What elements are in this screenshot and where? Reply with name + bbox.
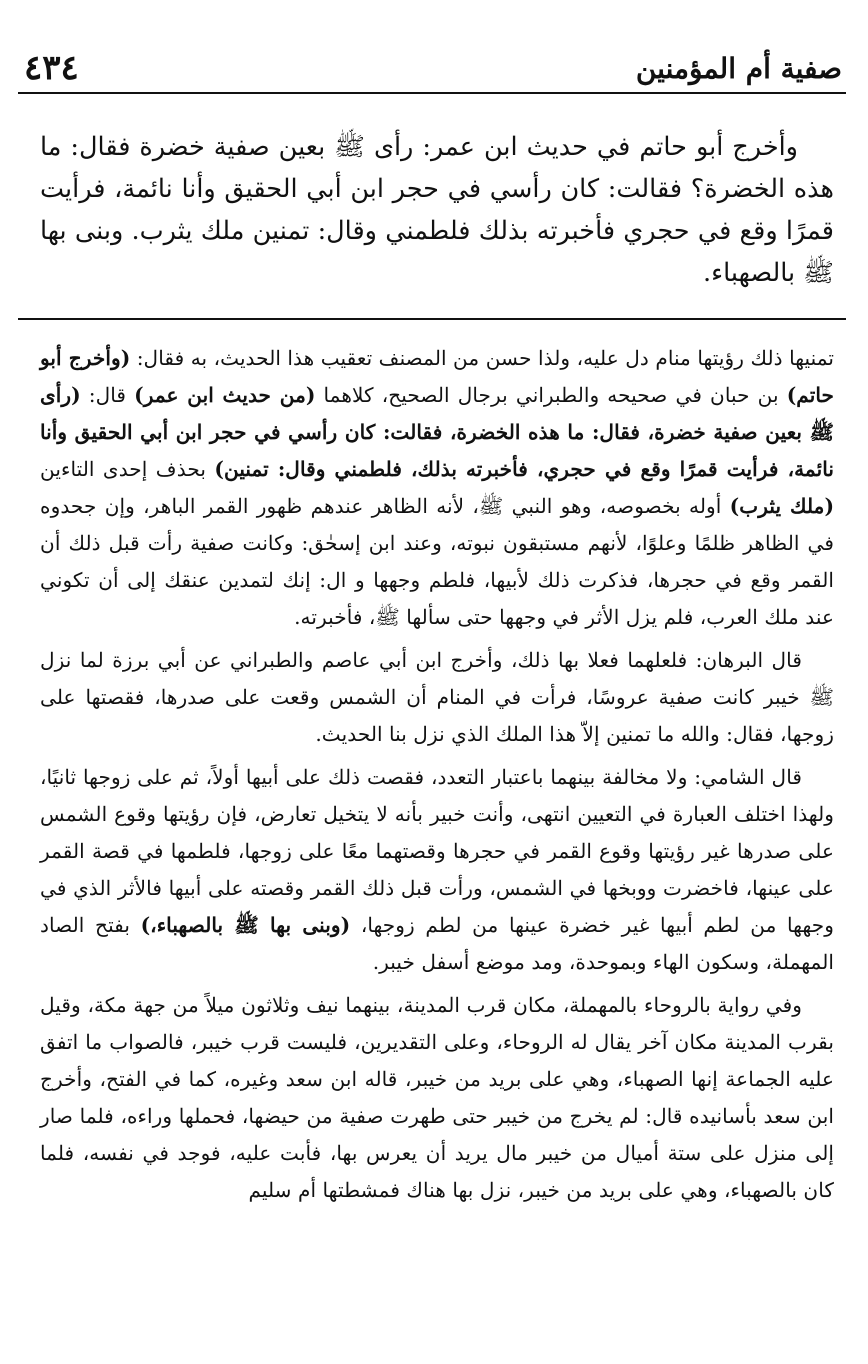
commentary-text: بحذف إحدى التاءين [40,457,215,481]
page-title: صفية أم المؤمنين [635,51,842,85]
quoted-text: (وبنى بها ﷺ بالصهباء،) [140,913,351,937]
main-paragraph: وأخرج أبو حاتم في حديث ابن عمر: رأى ﷺ بعين صفية خضرة فقال: ما هذه الخضرة؟ فقالت: كان رأسي في حجر ابن أبي الحقيق وأنا نائمة، فرأيت قمرًا وقع في حجري فأخبرته بذلك فلطمني وقال: تمنين ملك يثرب. وبنى بها ﷺ بالصهباء. [40,132,834,288]
commentary [40,340,834,1215]
commentary-text: تمنيها ذلك رؤيتها منام دل عليه، ولذا حسن من المصنف تعقيب هذا الحديث، به فقال: [130,346,834,370]
quoted-text: (من حديث ابن عمر) [134,383,316,407]
commentary-paragraph-3 [40,759,834,981]
section-divider [18,318,846,320]
main-text [40,126,834,294]
quoted-text: (وأخرج أبو حاتم) [40,346,834,407]
commentary-paragraph-1 [40,340,834,636]
quoted-text: (ملك يثرب) [729,494,835,518]
page-number: ٤٣٤ [24,48,79,88]
page-header [18,44,846,94]
commentary-paragraph-4: وفي رواية بالروحاء بالمهملة، مكان قرب المدينة، بينهما نيف وثلاثون ميلاً من جهة مكة، وقيل بقرب المدينة مكان آخر يقال له الروحاء، وعلى التقديرين، فليست قرب خيبر، فالصواب ما اتفق عليه الجماعة إنها الصهباء، وهي على بريد من خيبر، قاله ابن سعد وغيره، كما في الفتح، وأخرج ابن سعد بأسانيده قال: لم يخرج من خيبر حتى طهرت صفية من حيضها، فحملها وراءه، فلما صار إلى منزل على ستة أميال من خيبر مال يريد أن يعرس بها، فأبت عليه، فوجد في نفسه، فلما كان بالصهباء، وهي على بريد من خيبر، نزل بها هناك فمشطتها أم سليم [40,993,834,1202]
commentary-paragraph-2: قال البرهان: فلعلهما فعلا بها ذلك، وأخرج ابن أبي عاصم والطبراني عن أبي برزة لما نزل ﷺ خيبر كانت صفية عروسًا، فرأت في المنام أن الشمس وقعت على صدرها، فقصتها على زوجها، فقال: والله ما تمنين إلاّ هذا الملك الذي نزل بنا الحديث. [40,648,834,746]
quoted-text: (رأى ﷺ بعين صفية خضرة، فقال: ما هذه الخضرة، فقالت: كان رأسي في حجر ابن أبي الحقيق وأنا نائمة، فرأيت قمرًا وقع في حجري، فأخبرته بذلك، فلطمني وقال: تمنين) [40,383,834,481]
commentary-text: قال الشامي: ولا مخالفة بينهما باعتبار التعدد، فقصت ذلك على أبيها أولاً، ثم على زوجها ثانيًا، ولهذا اختلف العبارة في التعيين انتهى، وأنت خبير بأنه لا يتخيل تعارض، فإن رؤيتها وقوع الشمس على صدرها غير رؤيتها وقوع القمر في حجرها وقصتهما معًا على زوجها، فلطمها في قصة القمر على عينها، فاخضرت ووبخها في الشمس، ورأت قبل ذلك القمر وقصته على أبيها فالأثر الذي في وجهها من لطم أبيها غير خضرة عينها من لطم زوجها، [40,765,835,937]
commentary-text: أوله بخصوصه، وهو النبي ﷺ، لأنه الظاهر عندهم ظهور القمر الباهر، وإن جحدوه في الظاهر ظلمًا وعلوًا، لأنهم مستبقون نبوته، وعند ابن إسحٰق: وكانت صفية رأت قبل ذلك أن القمر وقع في حجرها، فذكرت ذلك لأبيها، فلطم وجهها و ال: إنك لتمدين عنقك إلى أن تكوني عند ملك العرب، فلم يزل الأثر في وجهها حتى سألها ﷺ، فأخبرته. [40,494,834,629]
commentary-text: قال: [80,383,135,407]
commentary-text: بن حبان في صحيحه والطبراني برجال الصحيح، كلاهما [315,383,787,407]
commentary-text: بفتح الصاد المهملة، وسكون الهاء وبموحدة، ومد موضع أسفل خيبر. [40,913,834,974]
